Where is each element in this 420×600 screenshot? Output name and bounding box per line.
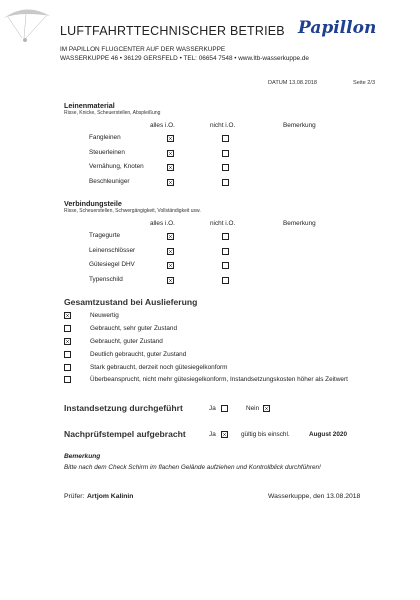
remark-title: Bemerkung [64,453,101,460]
verbindungsteile-ok-checkbox[interactable] [167,262,174,269]
nachpruefstempel-title: Nachprüfstempel aufgebracht [64,429,186,439]
address-line-1: IM PAPILLON FLUGCENTER AUF DER WASSERKUPPE [60,46,226,53]
leinenmaterial-ok-checkbox[interactable] [167,135,174,142]
inspector-name: Artjom Kalinin [87,493,134,500]
leinenmaterial-ok-checkbox[interactable] [167,179,174,186]
page-number: Seite 2/3 [353,80,376,86]
leinenmaterial-ok-checkbox[interactable] [167,150,174,157]
verbindungsteile-row-label: Tragegurte [89,232,121,239]
gesamtzustand-option-label: Deutlich gebraucht, guter Zustand [90,351,187,358]
gesamtzustand-option-checkbox[interactable] [64,338,71,345]
gesamtzustand-option-label: Überbeansprucht, nicht mehr gütesiegelkonform, Instandsetzungskosten höher als Zeitwert [90,376,348,383]
gesamtzustand-option-checkbox[interactable] [64,312,71,319]
leinenmaterial-row-label: Beschleuniger [89,177,130,185]
verbindungsteile-ok-checkbox[interactable] [167,233,174,240]
verbindungsteile-row-label: Typenschild [89,275,123,283]
paraglider-logo-icon [0,4,52,48]
leinenmaterial-not-ok-checkbox[interactable] [222,164,229,171]
instandsetzung-ja-label: Ja [209,405,216,412]
gesamtzustand-option-checkbox[interactable] [64,325,71,332]
verbindungsteile-row-label: Leinenschlösser [89,246,136,254]
verbindungsteile-not-ok-checkbox[interactable] [222,277,229,284]
section-subtitle-verbindungsteile: Risse, Scheuerstellen, Schwergängigkeit, Vollständigkeit usw. [64,208,201,214]
leinenmaterial-not-ok-checkbox[interactable] [222,150,229,157]
leinenmaterial-row-label: Fangleinen [89,134,121,141]
place-and-date: Wasserkuppe, den 13.08.2018 [268,493,361,500]
nachpruefstempel-ja-label: Ja [209,431,216,438]
verbindungsteile-not-ok-checkbox[interactable] [222,248,229,255]
inspector-label: Prüfer: [64,493,85,500]
column-header-remark: Bemerkung [283,220,316,227]
gesamtzustand-option-checkbox[interactable] [64,364,71,371]
instandsetzung-nein-checkbox[interactable] [263,405,270,412]
leinenmaterial-not-ok-checkbox[interactable] [222,135,229,142]
nachpruefstempel-ja-checkbox[interactable] [221,431,228,438]
verbindungsteile-ok-checkbox[interactable] [167,248,174,255]
column-header-ok: alles i.O. [150,122,175,129]
verbindungsteile-not-ok-checkbox[interactable] [222,233,229,240]
address-line-2: WASSERKUPPE 46 • 36129 GERSFELD • TEL: 06654 7548 • www.ltb-wasserkuppe.de [60,55,309,62]
validity-prefix: gültig bis einschl. [241,431,290,438]
verbindungsteile-row-label: Gütesiegel DHV [89,261,135,269]
column-header-remark: Bemerkung [283,122,316,129]
column-header-not-ok: nicht i.O. [210,122,236,129]
leinenmaterial-not-ok-checkbox[interactable] [222,179,229,186]
remark-text: Bitte nach dem Check Schirm im flachen Gelände aufziehen und Kontrollblick durchführen! [64,464,321,471]
leinenmaterial-row-label: Steuerleinen [89,148,125,156]
gesamtzustand-option-label: Gebraucht, sehr guter Zustand [90,325,178,332]
document-date: DATUM 13.08.2018 [268,80,318,86]
gesamtzustand-option-label: Neuwertig [90,312,119,319]
section-title-leinenmaterial: Leinenmaterial [64,101,115,110]
validity-date: August 2020 [309,431,348,438]
gesamtzustand-option-checkbox[interactable] [64,376,71,383]
papillon-logo: Papillon [298,18,377,38]
company-name: LUFTFAHRTTECHNISCHER BETRIEB [60,24,285,38]
leinenmaterial-ok-checkbox[interactable] [167,164,174,171]
gesamtzustand-option-label: Gebraucht, guter Zustand [90,338,163,345]
instandsetzung-ja-checkbox[interactable] [221,405,228,412]
gesamtzustand-option-label: Stark gebraucht, derzeit noch gütesiegelkonform [90,364,228,371]
leinenmaterial-row-label: Vernähung, Knoten [89,163,144,171]
section-title-gesamtzustand: Gesamtzustand bei Auslieferung [64,297,198,307]
instandsetzung-title: Instandsetzung durchgeführt [64,403,183,413]
column-header-ok: alles i.O. [150,220,175,227]
verbindungsteile-not-ok-checkbox[interactable] [222,262,229,269]
verbindungsteile-ok-checkbox[interactable] [167,277,174,284]
section-subtitle-leinenmaterial: Risse, Knicke, Scheuerstellen, Abspleißung [64,110,161,116]
instandsetzung-nein-label: Nein [246,405,260,412]
gesamtzustand-option-checkbox[interactable] [64,351,71,358]
column-header-not-ok: nicht i.O. [210,220,236,227]
section-title-verbindungsteile: Verbindungsteile [64,199,122,208]
